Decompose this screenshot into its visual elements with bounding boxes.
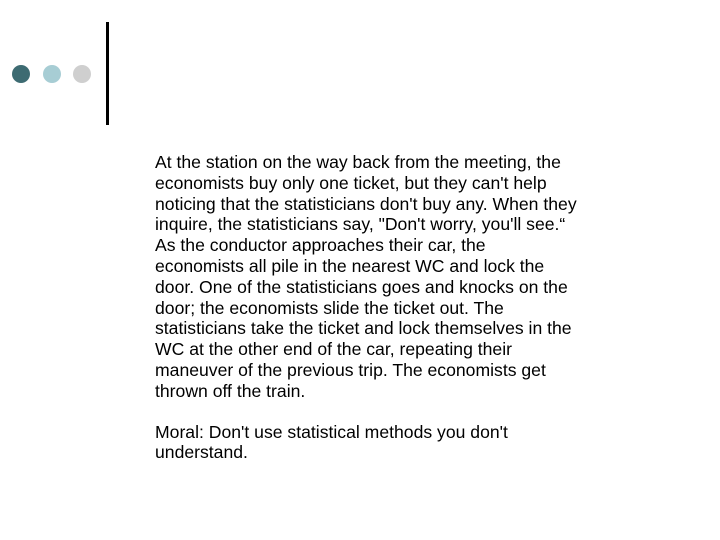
paragraph-station: At the station on the way back from the meeting, the economists buy only one ticket, but they can't help noticing that the statisticians don't buy any. When they inquire, the statisticians say, "Don't worry, you'll see.“ xyxy=(155,152,577,235)
paragraph-conductor: As the conductor approaches their car, the economists all pile in the nearest WC and lock the door. One of the statisticians goes and knocks on the door; the economists slide the ticket out. The statisticians take the ticket and lock themselves in the WC at the other end of the car, repeating their maneuver of the previous trip. The economists get thrown off the train. xyxy=(155,235,572,401)
decorative-vertical-line xyxy=(106,22,109,125)
decorative-dot-dark-teal xyxy=(12,65,30,83)
paragraph-moral: Moral: Don't use statistical methods you don't understand. xyxy=(155,421,508,463)
decorative-dot-light-teal xyxy=(43,65,61,83)
decorative-dot-gray xyxy=(73,65,91,83)
slide-body xyxy=(155,152,675,463)
